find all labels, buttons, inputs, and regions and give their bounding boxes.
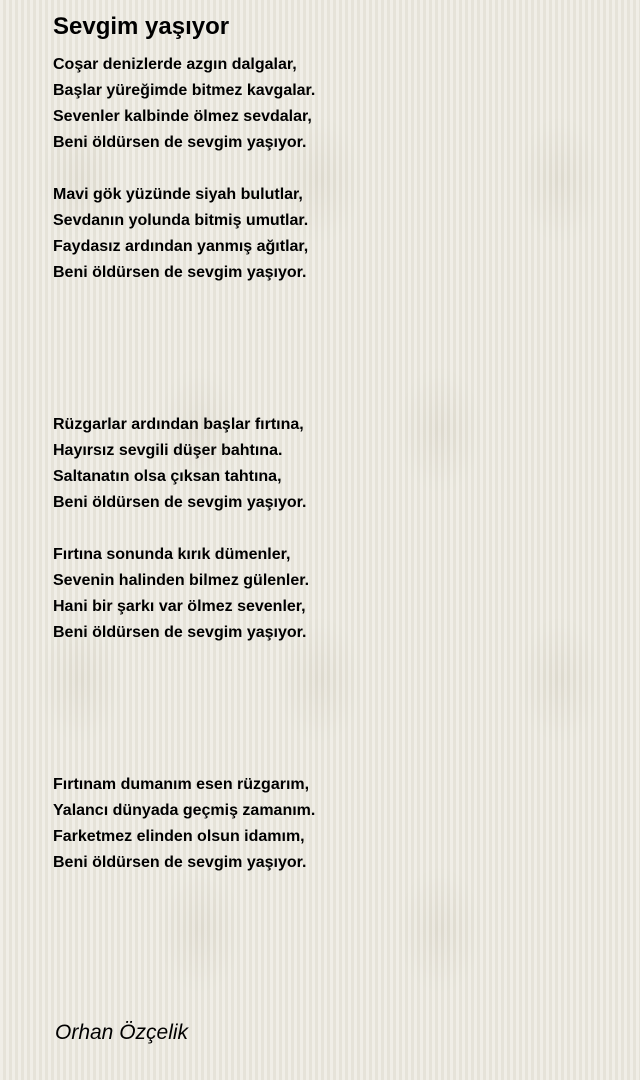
poem-line: Hani bir şarkı var ölmez sevenler, [53,598,306,615]
poem-line: Farketmez elinden olsun idamım, [53,828,305,845]
poem-line: Mavi gök yüzünde siyah bulutlar, [53,186,303,203]
stanza-1 [53,52,315,156]
poem-line: Sevenler kalbinde ölmez sevdalar, [53,108,312,125]
poem-title: Sevgim yaşıyor [53,13,230,40]
poem-line: Fırtınam dumanım esen rüzgarım, [53,776,310,793]
poem-line: Beni öldürsen de sevgim yaşıyor. [53,854,307,871]
stanza-2 [53,182,308,286]
poem-line: Coşar denizlerde azgın dalgalar, [53,56,297,73]
poem-line: Sevdanın yolunda bitmiş umutlar. [53,212,309,229]
poem-line: Faydasız ardından yanmış ağıtlar, [53,238,309,255]
poem-line: Beni öldürsen de sevgim yaşıyor. [53,264,307,281]
author-name: Orhan Özçelik [55,1021,189,1044]
poem-line: Hayırsız sevgili düşer bahtına. [53,442,283,459]
poem-line: Beni öldürsen de sevgim yaşıyor. [53,494,307,511]
poem-line: Beni öldürsen de sevgim yaşıyor. [53,134,307,151]
stanza-3 [53,412,306,516]
stanza-4 [53,542,309,646]
poem-line: Sevenin halinden bilmez gülenler. [53,572,310,589]
poem-line: Yalancı dünyada geçmiş zamanım. [53,802,316,819]
poem-line: Rüzgarlar ardından başlar fırtına, [53,416,304,433]
poem-line: Fırtına sonunda kırık dümenler, [53,546,291,563]
poem-line: Saltanatın olsa çıksan tahtına, [53,468,282,485]
stanza-5 [53,772,315,876]
poem-line: Beni öldürsen de sevgim yaşıyor. [53,624,307,641]
poem-line: Başlar yüreğimde bitmez kavgalar. [53,82,316,99]
